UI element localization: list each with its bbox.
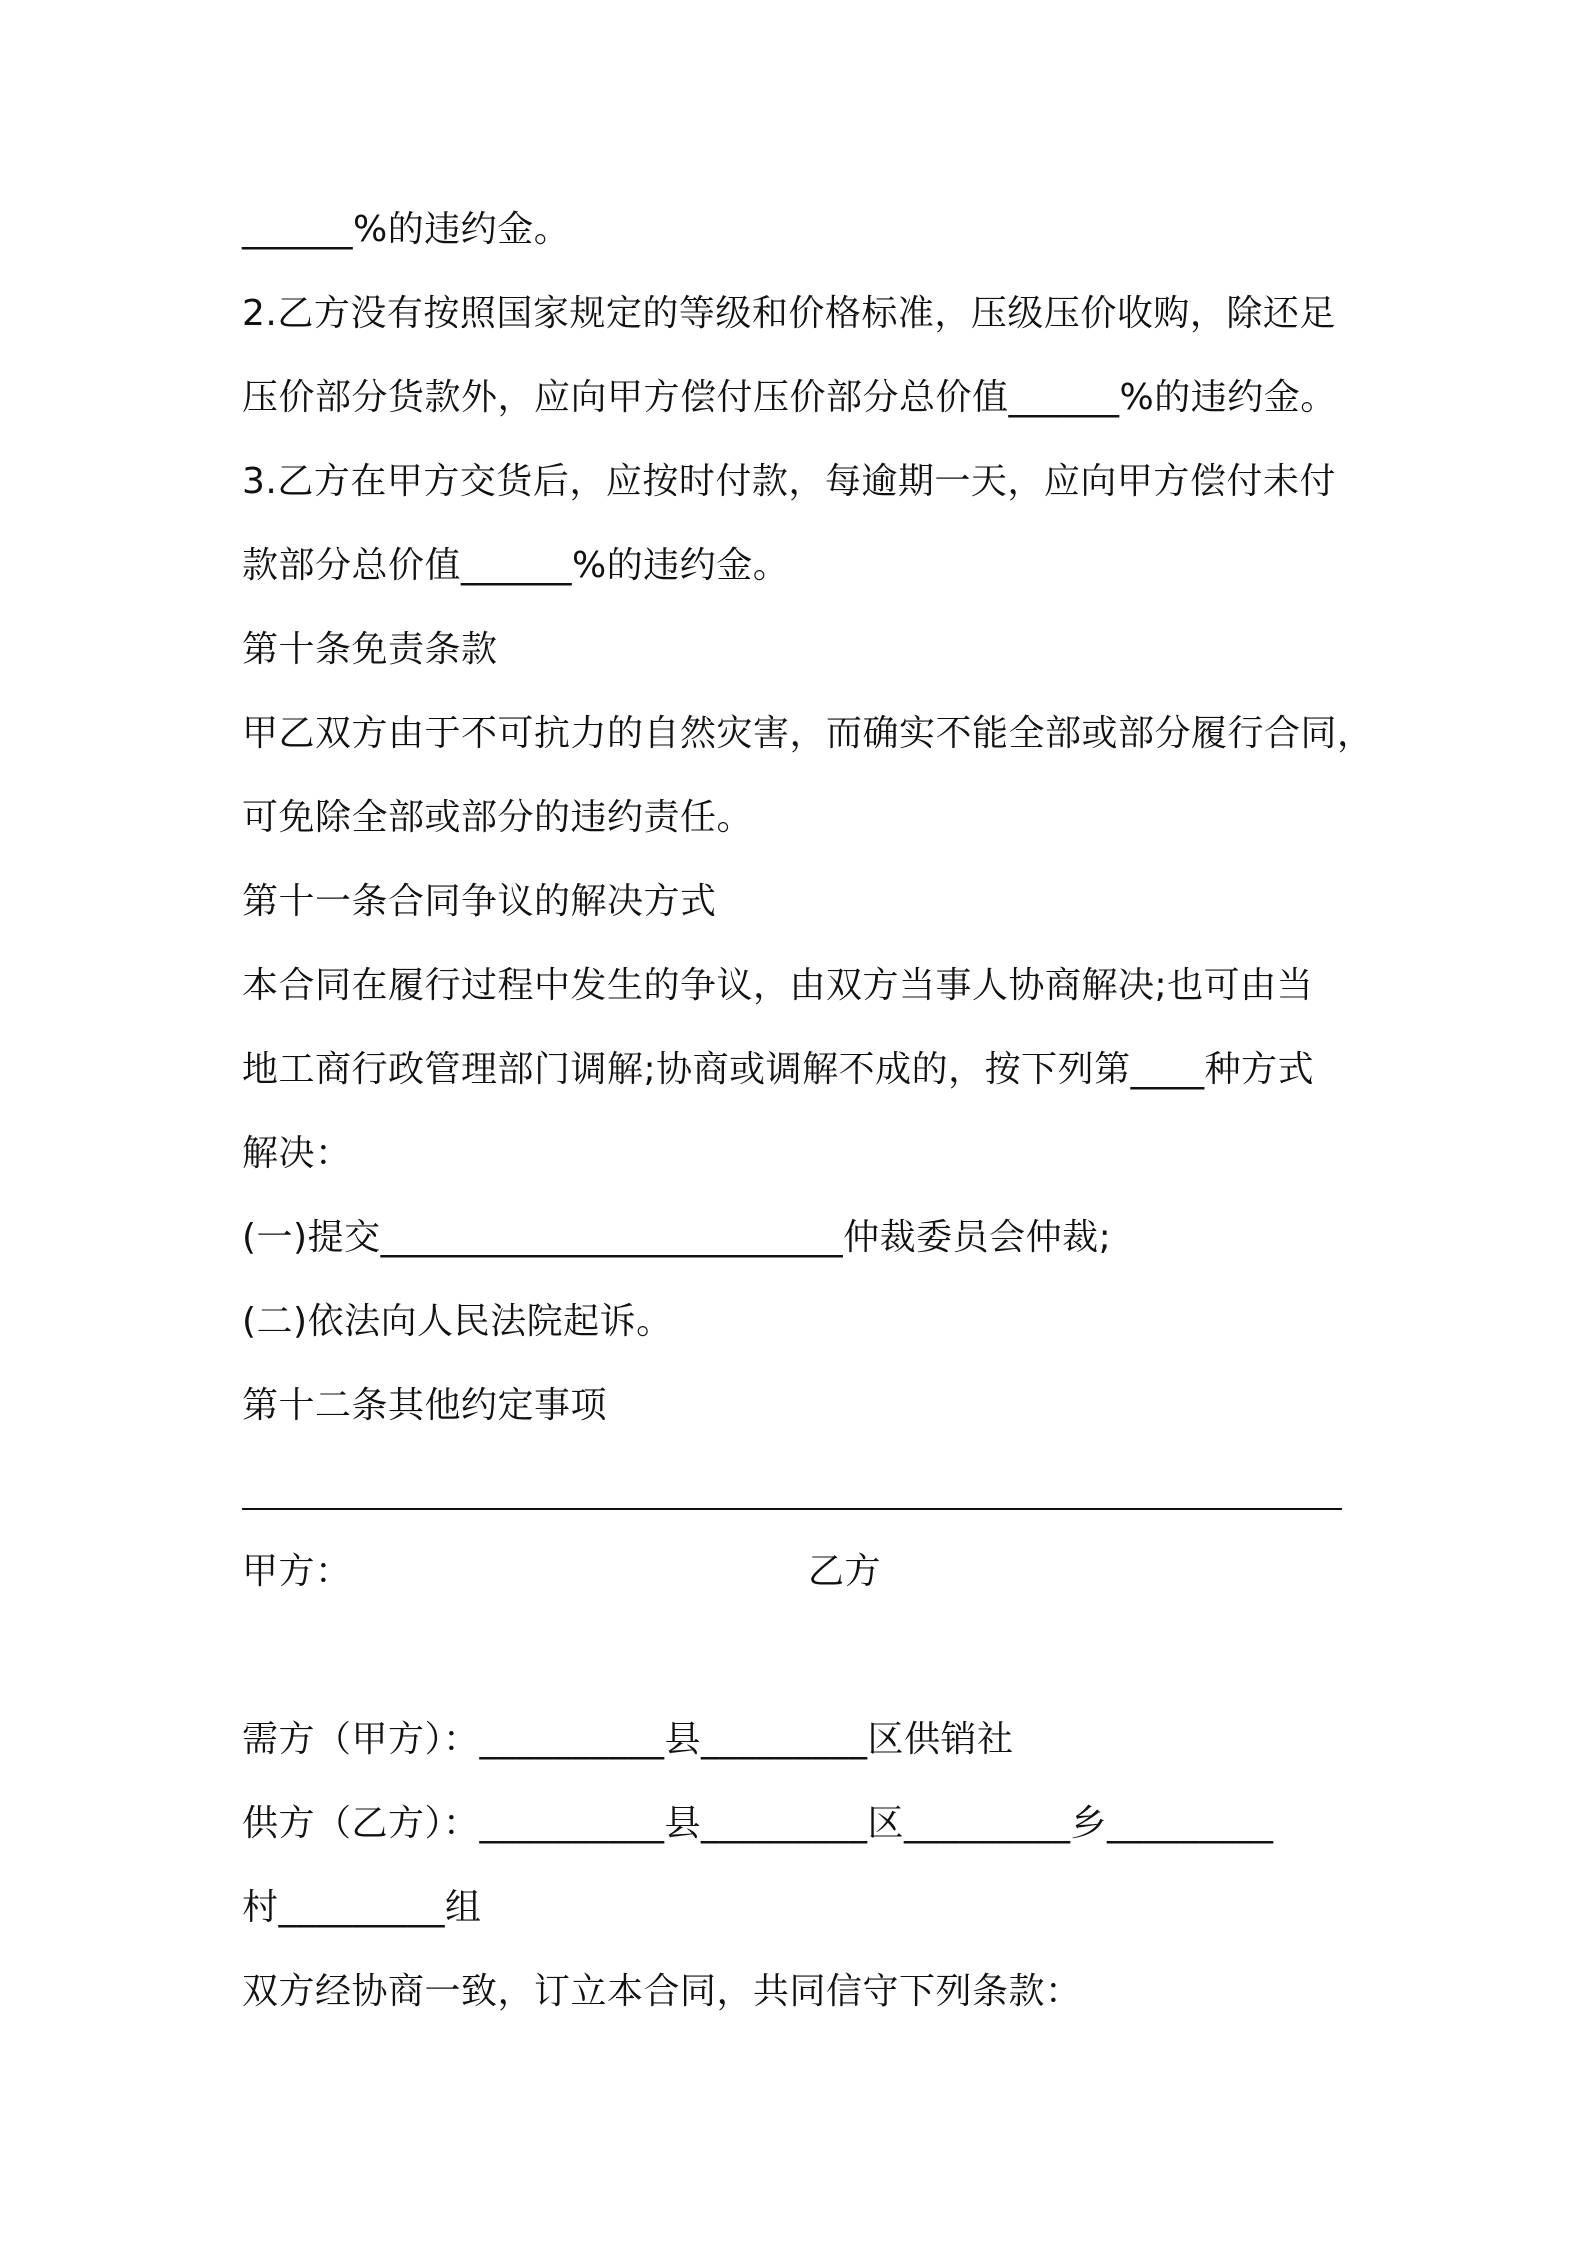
text-line: (一)提交_________________________仲裁委员会仲裁; [242,1217,1112,1258]
text-line: 3.乙方在甲方交货后，应按时付款，每逾期一天，应向甲方偿付未付 [242,461,1336,502]
text-line: 供方（乙方）：__________县_________区_________乡_________ [242,1803,1274,1844]
text-line: 甲乙双方由于不可抗力的自然灾害，而确实不能全部或部分履行合同， [242,713,1374,754]
blank-fill-line [242,1508,1342,1510]
party-a-signature-label: 甲方： [242,1551,352,1592]
text-line: 地工商行政管理部门调解;协商或调解不成的，按下列第____种方式 [242,1049,1315,1090]
text-line: 2.乙方没有按照国家规定的等级和价格标准，压级压价收购，除还足 [242,293,1336,334]
section-heading: 第十二条其他约定事项 [242,1385,608,1426]
text-line: 本合同在履行过程中发生的争议，由双方当事人协商解决;也可由当 [242,965,1314,1006]
text-line: 压价部分货款外，应向甲方偿付压价部分总价值______%的违约金。 [242,377,1337,418]
party-b-signature-label: 乙方 [808,1551,882,1592]
text-line: ______%的违约金。 [242,209,571,250]
text-line: (二)依法向人民法院起诉。 [242,1301,673,1342]
text-line: 双方经协商一致，订立本合同，共同信守下列条款： [242,1971,1082,2012]
text-line: 村_________组 [242,1887,482,1928]
text-line: 解决： [242,1133,352,1174]
text-line: 需方（甲方）：__________县_________区供销社 [242,1719,1014,1760]
text-line: 可免除全部或部分的违约责任。 [242,797,754,838]
text-line: 款部分总价值______%的违约金。 [242,545,790,586]
section-heading: 第十条免责条款 [242,629,498,670]
section-heading: 第十一条合同争议的解决方式 [242,881,717,922]
